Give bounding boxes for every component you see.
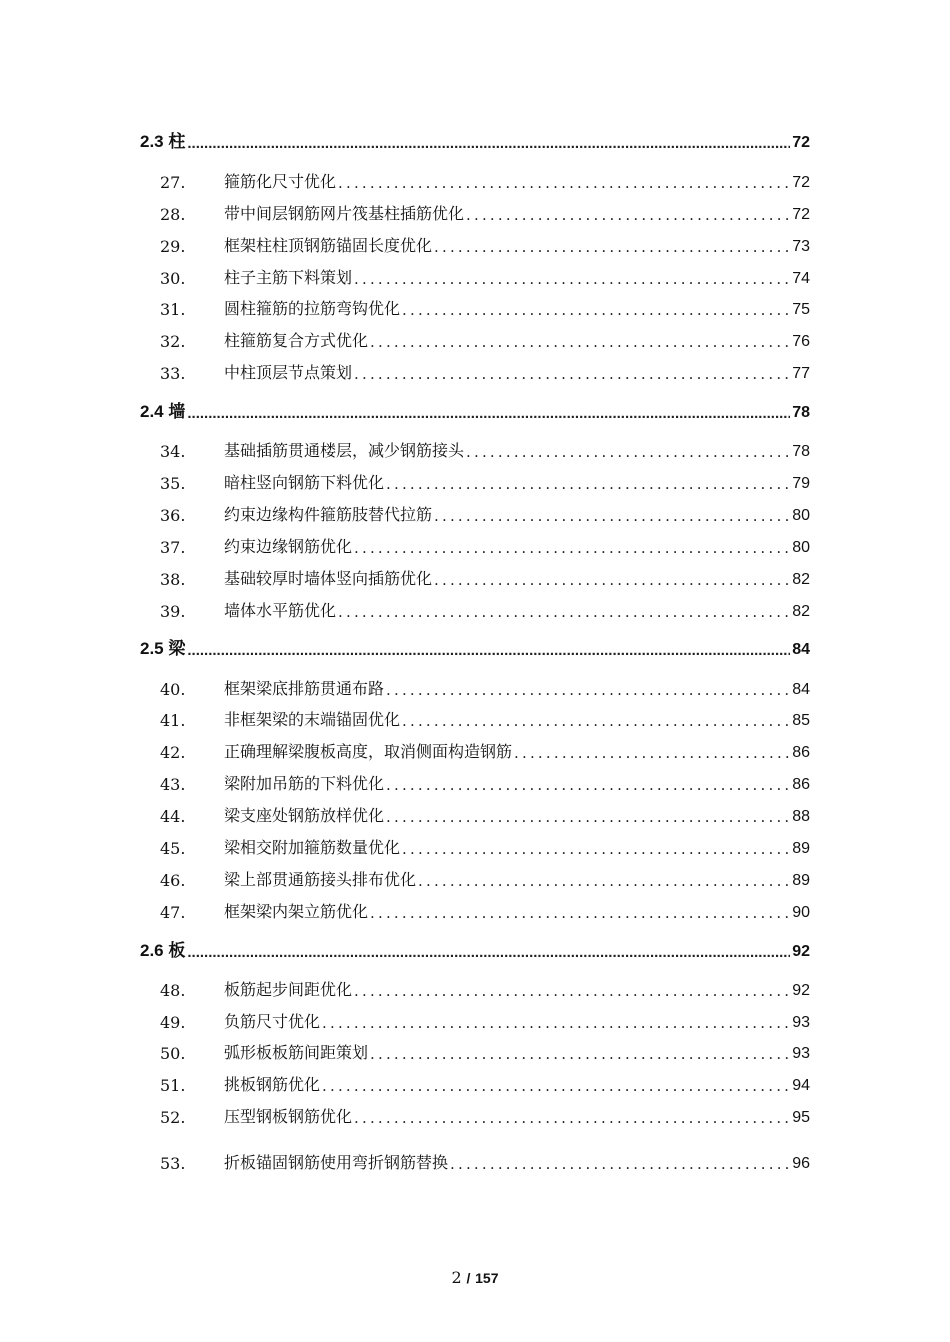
dot-leader bbox=[370, 904, 790, 922]
toc-item-entry[interactable] bbox=[140, 595, 810, 621]
dot-leader bbox=[402, 301, 790, 319]
toc-item-entry[interactable] bbox=[140, 499, 810, 525]
toc-item-number: 46. bbox=[160, 871, 186, 890]
toc-item-entry[interactable] bbox=[140, 230, 810, 256]
toc-item-entry[interactable] bbox=[140, 832, 810, 858]
toc-item-entry[interactable] bbox=[140, 357, 810, 383]
toc-page-number: 94 bbox=[792, 1077, 810, 1094]
toc-item-entry[interactable] bbox=[140, 563, 810, 589]
toc-item-entry[interactable] bbox=[140, 1037, 810, 1063]
toc-page-number: 84 bbox=[792, 681, 810, 698]
toc-page-number: 95 bbox=[792, 1109, 810, 1126]
toc-page-number: 86 bbox=[792, 776, 810, 793]
toc-item-number: 42. bbox=[160, 743, 186, 762]
toc-item-entry[interactable] bbox=[140, 262, 810, 288]
dot-leader bbox=[187, 135, 790, 152]
toc-item-title: 板筋起步间距优化 bbox=[224, 980, 353, 999]
toc-item-entry[interactable] bbox=[140, 325, 810, 351]
dot-leader bbox=[514, 744, 790, 762]
toc-item-number: 48. bbox=[160, 981, 186, 1000]
toc-item-number: 29. bbox=[160, 237, 186, 256]
page-number-footer bbox=[0, 1268, 950, 1287]
toc-item-title: 约束边缘构件箍筋肢替代拉筋 bbox=[224, 505, 433, 524]
toc-item-entry[interactable] bbox=[140, 435, 810, 461]
toc-item-entry[interactable] bbox=[140, 1006, 810, 1032]
toc-page-number: 92 bbox=[792, 982, 810, 999]
toc-item-number: 41. bbox=[160, 711, 186, 730]
page-separator: / bbox=[466, 1270, 471, 1286]
current-page-number: 2 bbox=[451, 1268, 462, 1287]
dot-leader bbox=[370, 333, 790, 351]
toc-page-number: 79 bbox=[792, 475, 810, 492]
dot-leader bbox=[354, 270, 790, 288]
toc-item-number: 32. bbox=[160, 332, 186, 351]
toc-page-number: 74 bbox=[792, 270, 810, 287]
toc-page-number: 73 bbox=[792, 238, 810, 255]
toc-item-entry[interactable] bbox=[140, 736, 810, 762]
dot-leader bbox=[434, 507, 790, 525]
toc-item-title: 负筋尺寸优化 bbox=[224, 1012, 321, 1031]
toc-item-entry[interactable] bbox=[140, 800, 810, 826]
dot-leader bbox=[466, 206, 790, 224]
toc-item-entry[interactable] bbox=[140, 1069, 810, 1095]
toc-item-number: 31. bbox=[160, 300, 186, 319]
toc-item-number: 30. bbox=[160, 269, 186, 288]
toc-item-entry[interactable] bbox=[140, 974, 810, 1000]
toc-item-title: 正确理解梁腹板高度，取消侧面构造钢筋 bbox=[224, 742, 513, 761]
toc-page-number: 86 bbox=[792, 744, 810, 761]
toc-item-number: 38. bbox=[160, 570, 186, 589]
dot-leader bbox=[370, 1045, 790, 1063]
toc-section-entry[interactable] bbox=[140, 396, 810, 422]
toc-item-title: 暗柱竖向钢筋下料优化 bbox=[224, 473, 385, 492]
toc-item-entry[interactable] bbox=[140, 293, 810, 319]
toc-item-entry[interactable] bbox=[140, 1101, 810, 1127]
toc-item-title: 基础插筋贯通楼层，减少钢筋接头 bbox=[224, 441, 465, 460]
toc-item-number: 45. bbox=[160, 839, 186, 858]
toc-item-title: 折板锚固钢筋使用弯折钢筋替换 bbox=[224, 1153, 449, 1172]
toc-page-number: 80 bbox=[792, 539, 810, 556]
dot-leader bbox=[322, 1014, 790, 1032]
dot-leader bbox=[450, 1155, 790, 1173]
toc-item-entry[interactable] bbox=[140, 1147, 810, 1173]
toc-item-title: 带中间层钢筋网片筏基柱插筋优化 bbox=[224, 204, 465, 223]
toc-section-label: 2.5 梁 bbox=[140, 639, 186, 658]
toc-page-number: 72 bbox=[792, 174, 810, 191]
dot-leader bbox=[402, 840, 790, 858]
toc-section-entry[interactable] bbox=[140, 126, 810, 152]
toc-item-title: 约束边缘钢筋优化 bbox=[224, 537, 353, 556]
toc-item-number: 34. bbox=[160, 442, 186, 461]
toc-item-title: 框架柱柱顶钢筋锚固长度优化 bbox=[224, 236, 433, 255]
toc-item-title: 墙体水平筋优化 bbox=[224, 601, 337, 620]
toc-page-number: 76 bbox=[792, 333, 810, 350]
toc-section-label: 2.3 柱 bbox=[140, 132, 186, 151]
toc-page-number: 88 bbox=[792, 808, 810, 825]
total-pages: 157 bbox=[475, 1270, 499, 1286]
toc-item-number: 33. bbox=[160, 364, 186, 383]
toc-page-number: 89 bbox=[792, 872, 810, 889]
toc-item-entry[interactable] bbox=[140, 896, 810, 922]
toc-item-entry[interactable] bbox=[140, 673, 810, 699]
dot-leader bbox=[386, 776, 790, 794]
toc-item-title: 箍筋化尺寸优化 bbox=[224, 172, 337, 191]
toc-page-number: 78 bbox=[792, 404, 810, 421]
dot-leader bbox=[418, 872, 790, 890]
toc-item-title: 中柱顶层节点策划 bbox=[224, 363, 353, 382]
toc-item-number: 47. bbox=[160, 903, 186, 922]
toc-item-number: 37. bbox=[160, 538, 186, 557]
toc-page-number: 78 bbox=[792, 443, 810, 460]
toc-page-number: 89 bbox=[792, 840, 810, 857]
toc-page-number: 82 bbox=[792, 603, 810, 620]
toc-item-entry[interactable] bbox=[140, 531, 810, 557]
toc-item-number: 51. bbox=[160, 1076, 186, 1095]
toc-page-number: 96 bbox=[792, 1155, 810, 1172]
toc-page-number: 82 bbox=[792, 571, 810, 588]
dot-leader bbox=[354, 365, 790, 383]
toc-section-label: 2.6 板 bbox=[140, 941, 186, 960]
dot-leader bbox=[466, 443, 790, 461]
toc-section-entry[interactable] bbox=[140, 935, 810, 961]
toc-item-title: 梁上部贯通筋接头排布优化 bbox=[224, 870, 417, 889]
dot-leader bbox=[402, 712, 790, 730]
toc-item-number: 43. bbox=[160, 775, 186, 794]
dot-leader bbox=[338, 603, 790, 621]
dot-leader bbox=[386, 475, 790, 493]
dot-leader bbox=[187, 405, 790, 422]
toc-item-entry[interactable] bbox=[140, 467, 810, 493]
toc-item-number: 28. bbox=[160, 205, 186, 224]
toc-page-number: 93 bbox=[792, 1014, 810, 1031]
dot-leader bbox=[434, 238, 790, 256]
toc-page-number: 84 bbox=[792, 641, 810, 658]
toc-page-number: 92 bbox=[792, 943, 810, 960]
toc-item-entry[interactable] bbox=[140, 198, 810, 224]
toc-item-title: 框架梁内架立筋优化 bbox=[224, 902, 369, 921]
toc-section-entry[interactable] bbox=[140, 633, 810, 659]
toc-item-number: 39. bbox=[160, 602, 186, 621]
toc-item-title: 非框架梁的末端锚固优化 bbox=[224, 710, 401, 729]
toc-item-title: 框架梁底排筋贯通布路 bbox=[224, 679, 385, 698]
toc-item-title: 压型钢板钢筋优化 bbox=[224, 1107, 353, 1126]
toc-page-number: 72 bbox=[792, 206, 810, 223]
dot-leader bbox=[434, 571, 790, 589]
toc-item-number: 40. bbox=[160, 680, 186, 699]
toc-item-title: 梁附加吊筋的下料优化 bbox=[224, 774, 385, 793]
toc-page-number: 72 bbox=[792, 134, 810, 151]
toc-page-number: 85 bbox=[792, 712, 810, 729]
toc-page-number: 93 bbox=[792, 1045, 810, 1062]
toc-item-entry[interactable] bbox=[140, 166, 810, 192]
dot-leader bbox=[354, 1109, 790, 1127]
toc-item-number: 49. bbox=[160, 1013, 186, 1032]
toc-item-title: 梁支座处钢筋放样优化 bbox=[224, 806, 385, 825]
dot-leader bbox=[354, 982, 790, 1000]
toc-section-label: 2.4 墙 bbox=[140, 402, 186, 421]
toc-item-number: 35. bbox=[160, 474, 186, 493]
toc-item-title: 梁相交附加箍筋数量优化 bbox=[224, 838, 401, 857]
toc-item-title: 圆柱箍筋的拉筋弯钩优化 bbox=[224, 299, 401, 318]
toc-item-number: 50. bbox=[160, 1044, 186, 1063]
toc-page-number: 80 bbox=[792, 507, 810, 524]
toc-item-entry[interactable] bbox=[140, 704, 810, 730]
toc-item-title: 挑板钢筋优化 bbox=[224, 1075, 321, 1094]
dot-leader bbox=[187, 944, 790, 961]
toc-page-number: 77 bbox=[792, 365, 810, 382]
toc-item-number: 27. bbox=[160, 173, 186, 192]
toc-item-title: 柱子主筋下料策划 bbox=[224, 268, 353, 287]
toc-page-number: 90 bbox=[792, 904, 810, 921]
toc-item-number: 36. bbox=[160, 506, 186, 525]
toc-item-number: 44. bbox=[160, 807, 186, 826]
toc-item-number: 53. bbox=[160, 1154, 186, 1173]
dot-leader bbox=[354, 539, 790, 557]
dot-leader bbox=[338, 174, 790, 192]
toc-item-entry[interactable] bbox=[140, 768, 810, 794]
dot-leader bbox=[386, 681, 790, 699]
dot-leader bbox=[187, 642, 790, 659]
toc-item-title: 弧形板板筋间距策划 bbox=[224, 1043, 369, 1062]
dot-leader bbox=[322, 1077, 790, 1095]
dot-leader bbox=[386, 808, 790, 826]
toc-page-number: 75 bbox=[792, 301, 810, 318]
toc-item-entry[interactable] bbox=[140, 864, 810, 890]
toc-item-number: 52. bbox=[160, 1108, 186, 1127]
toc-item-title: 柱箍筋复合方式优化 bbox=[224, 331, 369, 350]
toc-item-title: 基础较厚时墙体竖向插筋优化 bbox=[224, 569, 433, 588]
